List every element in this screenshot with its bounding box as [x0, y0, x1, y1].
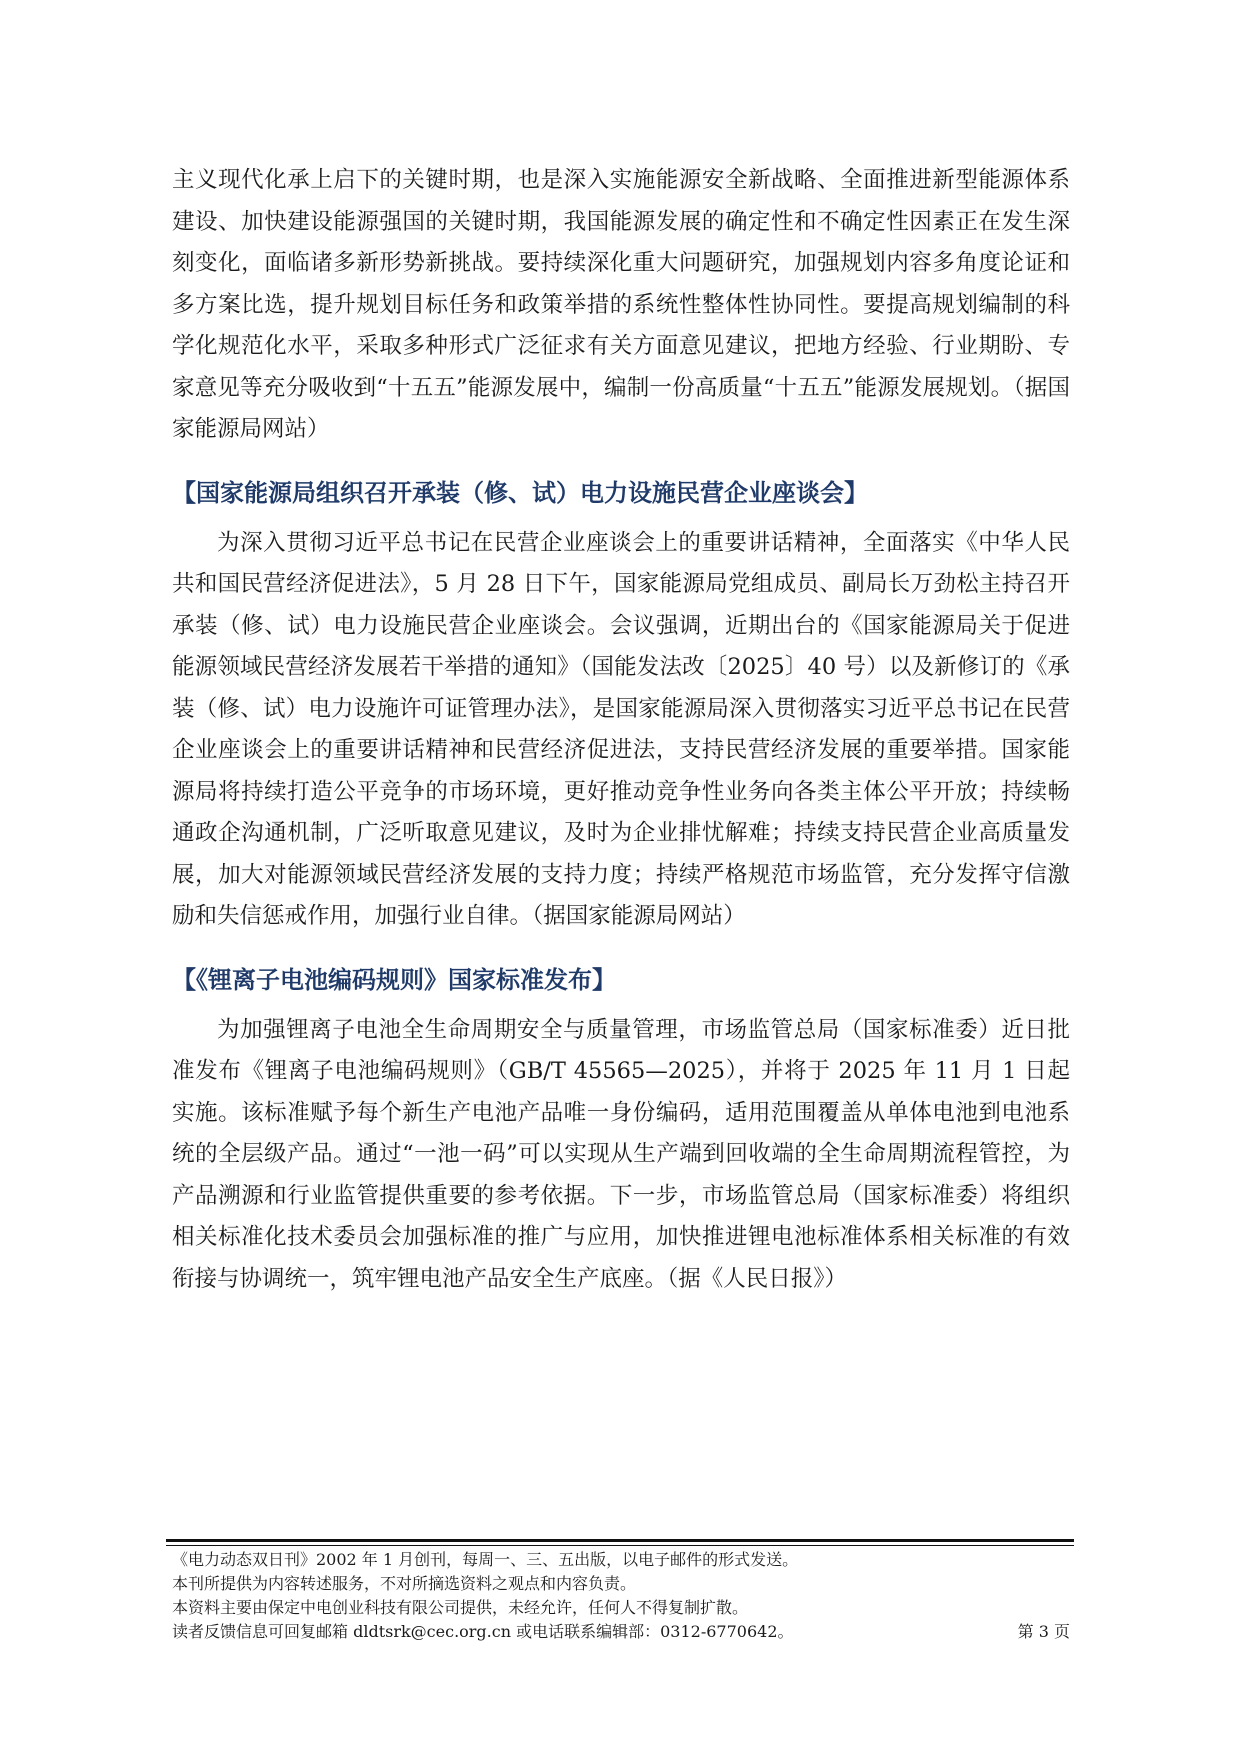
section-heading-battery-coding-standard: 【《锂离子电池编码规则》国家标准发布】 [172, 965, 616, 994]
article-body [172, 160, 1070, 1300]
footer-line-contact: 读者反馈信息可回复邮箱 dldtsrk@cec.org.cn 或电话联系编辑部：0312-6770642。 [172, 1622, 794, 1641]
battery-standard-paragraph: 为加强锂离子电池全生命周期安全与质量管理，市场监管总局（国家标准委）近日批准发布《锂离子电池编码规则》（GB/T 45565—2025），并将于 2025 年 11 月 1 日起实施。该标准赋予每个新生产电池产品唯一身份编码，适用范围覆盖从单体电池到电池系统的全层级产品。通过“一池一码”可以实现从生产端到回收端的全生命周期流程管控，为产品溯源和行业监管提供重要的参考依据。下一步，市场监管总局（国家标准委）将组织相关标准化技术委员会加强标准的推广与应用，加快推进锂电池标准体系相关标准的有效衔接与协调统一，筑牢锂电池产品安全生产底座。（据《人民日报》） [172, 1016, 1070, 1292]
footer-line-copyright: 本资料主要由保定中电创业科技有限公司提供，未经允许，任何人不得复制扩散。 [172, 1598, 749, 1617]
footer-divider-thin [166, 1545, 1074, 1546]
footer-divider-thick [166, 1539, 1074, 1542]
continued-paragraph: 主义现代化承上启下的关键时期，也是深入实施能源安全新战略、全面推进新型能源体系建设、加快建设能源强国的关键时期，我国能源发展的确定性和不确定性因素正在发生深刻变化，面临诸多新形势新挑战。要持续深化重大问题研究，加强规划内容多角度论证和多方案比选，提升规划目标任务和政策举措的系统性整体性协同性。要提高规划编制的科学化规范化水平，采取多种形式广泛征求有关方面意见建议，把地方经验、行业期盼、专家意见等充分吸收到“十五五”能源发展中，编制一份高质量“十五五”能源发展规划。（据国家能源局网站） [172, 167, 1070, 442]
section-heading-energy-bureau-forum: 【国家能源局组织召开承装（修、试）电力设施民营企业座谈会】 [172, 478, 868, 507]
footer-line-contact-row [172, 1620, 1070, 1644]
footer-line-publication: 《电力动态双日刊》2002 年 1 月创刊，每周一、三、五出版，以电子邮件的形式发送。 [172, 1550, 799, 1569]
forum-paragraph: 为深入贯彻习近平总书记在民营企业座谈会上的重要讲话精神，全面落实《中华人民共和国民营经济促进法》，5 月 28 日下午，国家能源局党组成员、副局长万劲松主持召开承装（修、试）电力设施民营企业座谈会。会议强调，近期出台的《国家能源局关于促进能源领域民营经济发展若干举措的通知》（国能发法改〔2025〕40 号）以及新修订的《承装（修、试）电力设施许可证管理办法》，是国家能源局深入贯彻落实习近平总书记在民营企业座谈会上的重要讲话精神和民营经济促进法，支持民营经济发展的重要举措。国家能源局将持续打造公平竞争的市场环境，更好推动竞争性业务向各类主体公平开放；持续畅通政企沟通机制，广泛听取意见建议，及时为企业排忧解难；持续支持民营企业高质量发展，加大对能源领域民营经济发展的支持力度；持续严格规范市场监管，充分发挥守信激励和失信惩戒作用，加强行业自律。（据国家能源局网站） [172, 529, 1070, 929]
footer-line-disclaimer: 本刊所提供为内容转述服务，不对所摘选资料之观点和内容负责。 [172, 1574, 637, 1593]
page-number: 第 3 页 [1017, 1622, 1070, 1641]
page-footer [172, 1548, 1070, 1644]
